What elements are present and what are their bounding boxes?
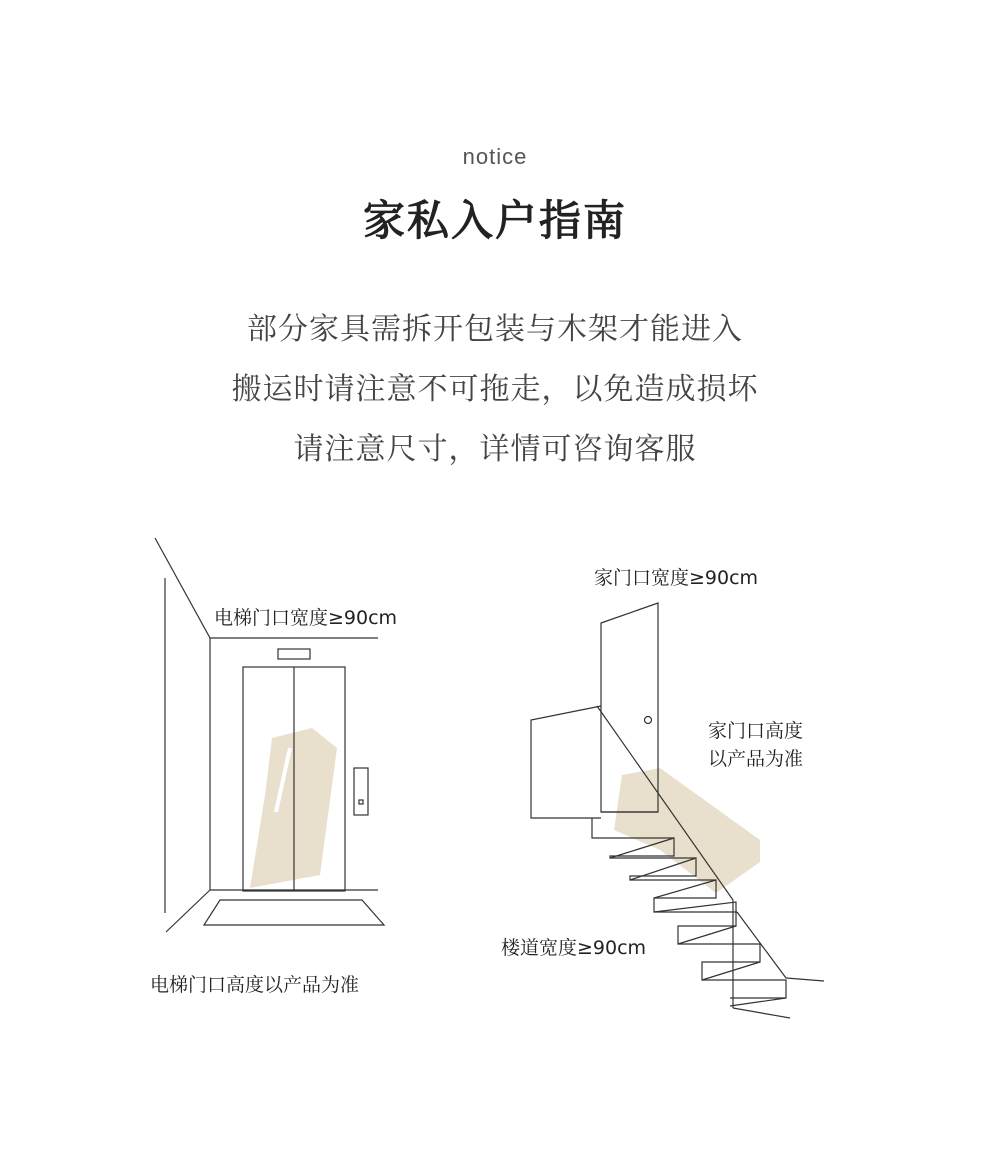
stairs-highlight — [614, 768, 760, 893]
elevator-illustration — [155, 538, 384, 932]
elevator-width-label: 电梯门口宽度≥90cm — [214, 607, 398, 629]
door-width-label: 家门口宽度≥90cm — [594, 567, 759, 589]
elevator-height-label: 电梯门口高度以产品为准 — [150, 974, 360, 996]
door-height-label-line1: 家门口高度 — [708, 720, 804, 742]
door-height-label-line2: 以产品为准 — [708, 748, 804, 770]
description-line-1: 部分家具需拆开包装与木架才能进入 — [247, 312, 743, 347]
description-line-3: 请注意尺寸，详情可咨询客服 — [293, 432, 697, 467]
description-line-2: 搬运时请注意不可拖走，以免造成损坏 — [231, 372, 759, 407]
notice-subtitle: notice — [462, 144, 528, 169]
stairs-width-label: 楼道宽度≥90cm — [501, 937, 647, 959]
page-title: 家私入户指南 — [362, 196, 627, 245]
